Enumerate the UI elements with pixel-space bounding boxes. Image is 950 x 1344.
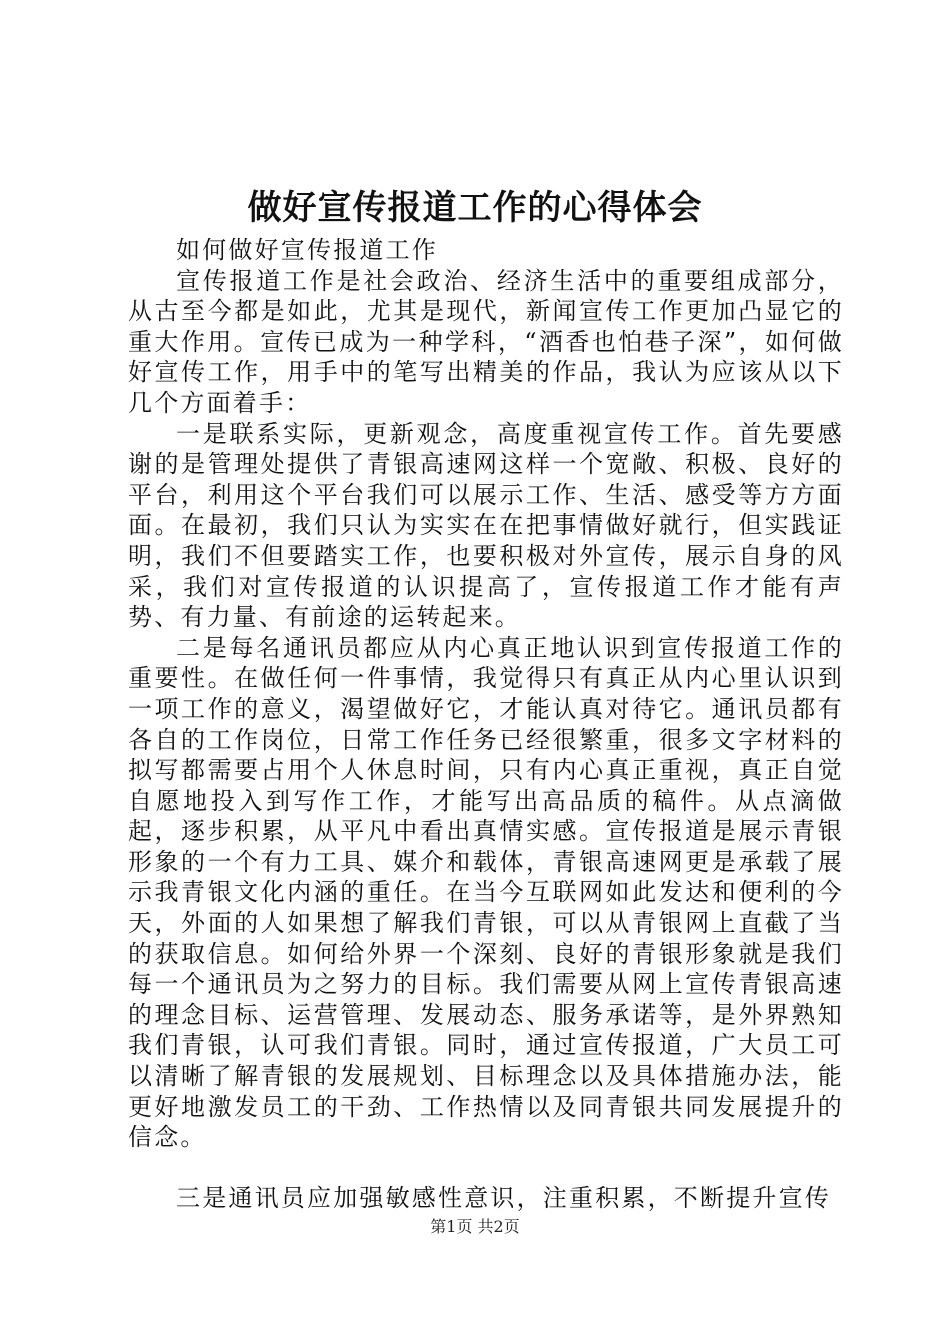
page-footer: 第1页 共2页 xyxy=(430,1217,520,1236)
paragraph-point-two: 二是每名通讯员都应从内心真正地认识到宣传报道工作的重要性。在做任何一件事情，我觉得只有真正从内心里认识到一项工作的意义，渴望做好它，才能认真对待它。通讯员都有各自的工作岗位，日常工作任务已经很繁重，很多文字材料的拟写都需要占用个人休息时间，只有内心真正重视，真正自觉自愿地投入到写作工作，才能写出高品质的稿件。从点滴做起，逐步积累，从平凡中看出真情实感。宣传报道是展示青银形象的一个有力工具、媒介和载体，青银高速网更是承载了展示我青银文化内涵的重任。在当今互联网如此发达和便利的今天，外面的人如果想了解我们青银，可以从青银网上直截了当的获取信息。如何给外界一个深刻、良好的青银形象就是我们每一个通讯员为之努力的目标。我们需要从网上宣传青银高速的理念目标、运营管理、发展动态、服务承诺等，是外界熟知我们青银，认可我们青银。同时，通过宣传报道，广大员工可以清晰了解青银的发展规划、目标理念以及具体措施办法，能更好地激发员工的干劲、工作热情以及同青银共同发展提升的信念。 xyxy=(128,633,844,1152)
paragraph-point-one: 一是联系实际，更新观念，高度重视宣传工作。首先要感谢的是管理处提供了青银高速网这样一个宽敞、积极、良好的平台，利用这个平台我们可以展示工作、生活、感受等方方面面。在最初，我们只认为实实在在把事情做好就行，但实践证明，我们不但要踏实工作，也要积极对外宣传，展示自身的风采，我们对宣传报道的认识提高了，宣传报道工作才能有声势、有力量、有前途的运转起来。 xyxy=(128,419,844,632)
document-title: 做好宣传报道工作的心得体会 xyxy=(247,188,703,228)
paragraph-intro: 宣传报道工作是社会政治、经济生活中的重要组成部分，从古至今都是如此，尤其是现代，新闻宣传工作更加凸显它的重大作用。宣传已成为一种学科，“酒香也怕巷子深”，如何做好宣传工作，用手中的笔写出精美的作品，我认为应该从以下几个方面着手： xyxy=(128,266,844,417)
document-body xyxy=(128,235,844,1213)
paragraph-subtitle: 如何做好宣传报道工作 xyxy=(176,236,438,264)
paragraph-point-three: 三是通讯员应加强敏感性意识，注重积累，不断提升宣传 xyxy=(176,1183,831,1212)
